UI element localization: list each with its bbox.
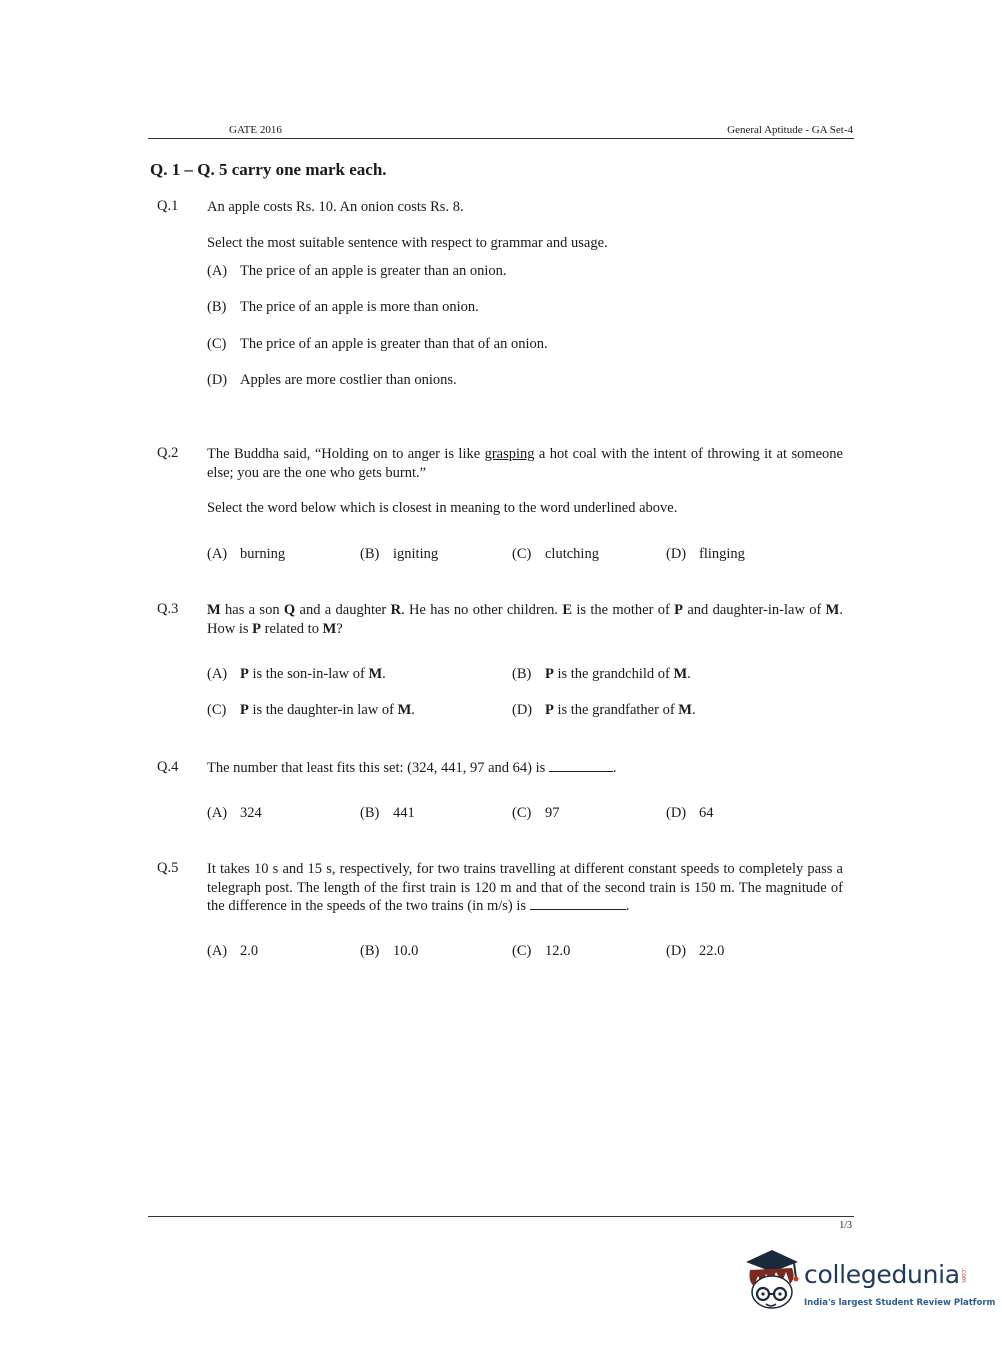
logo-domain-suffix: .com [960, 1268, 967, 1283]
option-object: M [368, 666, 383, 682]
option-text: 64 [699, 805, 714, 821]
option-text: is the son-in-law of [248, 666, 369, 682]
question-text-part: a hot coal with the intent of throwing it at someone else; you are the one who gets burnt.” [207, 446, 843, 481]
page-number: 1/3 [839, 1220, 852, 1231]
question-prompt: Select the word below which is closest in meaning to the word underlined above. [207, 500, 678, 516]
option-label: (C) [512, 805, 532, 821]
question-text-part: The Buddha said, “Holding on to anger is like [207, 446, 485, 462]
question-text-part: ? [336, 620, 343, 637]
option-text: is the grandchild of [553, 666, 674, 682]
question-text-part: has a son [220, 602, 284, 618]
question-number: Q.2 [157, 445, 179, 461]
option-text: burning [240, 546, 286, 562]
option-d [512, 702, 696, 719]
person-label: E [562, 602, 572, 618]
option-label: (C) [512, 943, 532, 959]
person-label: M [322, 620, 337, 637]
option-label: (B) [512, 666, 532, 682]
footer-rule [148, 1216, 854, 1217]
question-text-part: . He has no other children. [401, 602, 563, 618]
option-c [207, 702, 415, 719]
person-label: M [207, 602, 221, 618]
header-exam-name: GATE 2016 [229, 124, 282, 136]
person-label: Q [283, 602, 296, 618]
option-text: 441 [393, 805, 415, 821]
question-text-part: The number that least fits this set: (324, 441, 97 and 64) is [207, 760, 549, 776]
option-label: (A) [207, 666, 228, 682]
question-text [207, 759, 843, 778]
option-subject: P [240, 666, 249, 682]
option-object: M [673, 666, 688, 682]
option-b [512, 666, 691, 683]
option-label: (C) [207, 336, 227, 352]
option-text: 324 [240, 805, 262, 821]
option-label: (D) [512, 702, 533, 718]
option-a [207, 666, 386, 683]
question-text-end: . [612, 760, 617, 776]
option-label: (B) [360, 805, 380, 821]
option-text: 2.0 [240, 943, 259, 959]
question-number: Q.4 [157, 759, 179, 775]
option-end: . [687, 666, 691, 682]
option-text: 12.0 [545, 943, 571, 959]
option-label: (D) [666, 943, 687, 959]
option-b [207, 299, 479, 316]
option-text: The price of an apple is more than onion. [240, 299, 479, 315]
option-d [207, 372, 457, 389]
option-label: (A) [207, 943, 228, 959]
question-number: Q.3 [157, 601, 179, 617]
question-text-part: and daughter-in-law of [683, 602, 826, 618]
option-text: Apples are more costlier than onions. [240, 372, 457, 388]
option-c [512, 546, 599, 563]
header-paper-set: General Aptitude - GA Set-4 [727, 124, 853, 136]
option-label: (A) [207, 805, 228, 821]
student-mascot-icon [742, 1248, 802, 1318]
header-rule [148, 138, 854, 139]
collegedunia-logo [742, 1248, 996, 1318]
option-d [666, 805, 714, 822]
option-text: flinging [699, 546, 745, 562]
option-label: (B) [207, 299, 227, 315]
question-number: Q.5 [157, 860, 179, 876]
question-text-part: It takes 10 s and 15 s, respectively, for two trains travelling at different constant speeds to completely pass a telegraph post. The length of the first train is 120 m and that of the second train is 150 m. The magnitude of the difference in the speeds of the two trains (in m/s) is [207, 861, 843, 914]
option-c [207, 336, 548, 353]
option-label: (A) [207, 263, 228, 279]
question-number: Q.1 [157, 198, 179, 214]
question-text-part: and a daughter [295, 602, 391, 618]
option-text: 97 [545, 805, 560, 821]
option-subject: P [545, 666, 554, 682]
option-subject: P [545, 702, 554, 718]
option-a [207, 263, 507, 280]
option-label: (B) [360, 546, 380, 562]
option-label: (D) [666, 805, 687, 821]
option-text: clutching [545, 546, 599, 562]
option-text: 10.0 [393, 943, 419, 959]
option-b [360, 805, 415, 822]
option-object: M [397, 702, 412, 718]
answer-blank [549, 759, 613, 772]
option-text: The price of an apple is greater than an onion. [240, 263, 507, 279]
option-end: . [382, 666, 386, 682]
option-end: . [691, 702, 696, 718]
question-text [207, 445, 843, 482]
underlined-word: grasping [484, 446, 535, 462]
option-text: is the grandfather of [553, 702, 679, 718]
option-c [512, 943, 570, 960]
question-text-part: related to [260, 620, 323, 637]
option-text: The price of an apple is greater than that of an onion. [240, 336, 548, 352]
question-prompt: Select the most suitable sentence with respect to grammar and usage. [207, 235, 608, 251]
option-label: (A) [207, 546, 228, 562]
option-a [207, 943, 258, 960]
option-a [207, 805, 262, 822]
question-text-end: . [625, 898, 630, 914]
option-b [360, 546, 438, 563]
option-b [360, 943, 418, 960]
question-text-part: is the mother of [572, 602, 675, 618]
option-text: 22.0 [699, 943, 725, 959]
option-label: (C) [207, 702, 227, 718]
logo-tagline: India's largest Student Review Platform [804, 1298, 996, 1308]
question-text [207, 860, 843, 916]
option-label: (D) [666, 546, 687, 562]
option-label: (C) [512, 546, 532, 562]
answer-blank [530, 897, 626, 910]
option-text: igniting [393, 546, 439, 562]
option-label: (D) [207, 372, 228, 388]
option-end: . [411, 702, 415, 718]
option-a [207, 546, 285, 563]
option-d [666, 546, 745, 563]
person-label: R [390, 602, 402, 618]
option-d [666, 943, 724, 960]
option-text: is the daughter-in law of [248, 702, 398, 718]
logo-wordmark: collegedunia [804, 1260, 960, 1289]
option-label: (B) [360, 943, 380, 959]
option-c [512, 805, 560, 822]
question-text-part: . How is [207, 602, 843, 637]
option-subject: P [240, 702, 249, 718]
question-text: An apple costs Rs. 10. An onion costs Rs. 8. [207, 199, 464, 215]
option-object: M [678, 702, 692, 718]
person-label: M [825, 602, 840, 618]
question-text [207, 601, 843, 638]
section-title: Q. 1 – Q. 5 carry one mark each. [150, 160, 387, 179]
person-label: P [252, 620, 261, 637]
person-label: P [674, 602, 684, 618]
